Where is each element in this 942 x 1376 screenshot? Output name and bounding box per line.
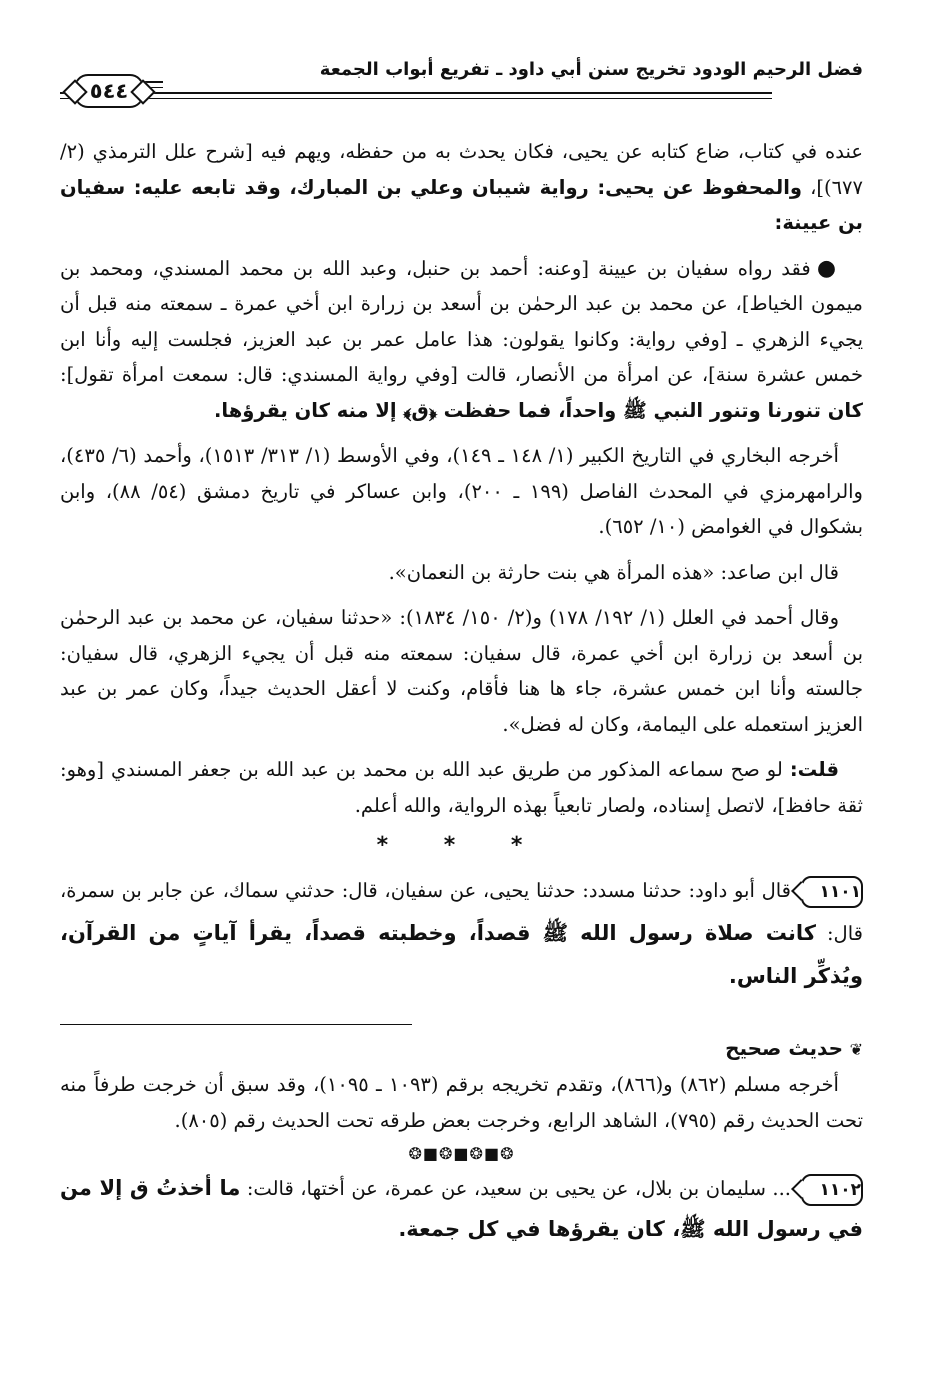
- book-page: [60, 52, 863, 1268]
- hadith-grade-label: حديث صحيح: [725, 1036, 843, 1060]
- bullet-icon: ●: [816, 254, 839, 281]
- paragraph-6-bold: قلت:: [789, 758, 839, 781]
- paragraph-6: [60, 752, 863, 823]
- hadith-1102: [60, 1168, 863, 1250]
- hadith-1102-bold: ما أخذتُ ق إلا من في رسول الله ﷺ، كان يقرؤها في كل جمعة.: [60, 1176, 863, 1241]
- footnote-separator: [60, 1024, 412, 1025]
- paragraph-2: [60, 251, 863, 429]
- header-double-rule: [60, 92, 772, 99]
- paragraph-7: أخرجه مسلم (٨٦٢) و(٨٦٦)، وتقدم تخريجه برقم (١٠٩٣ ـ ١٠٩٥)، وقد سبق أن خرجت طرفاً منه تحت الحديث رقم (٧٩٥)، الشاهد الرابع، وخرجت بعض طرقه تحت الحديث رقم (٨٠٥).: [60, 1073, 863, 1132]
- hadith-number-1101: ١١٠١: [801, 876, 863, 908]
- paragraph-1-bold: والمحفوظ عن يحيى: رواية شيبان وعلي بن المبارك، وقد تابعه عليه: سفيان بن عيينة:: [60, 175, 863, 234]
- hadith-1101-text: قال أبو داود: حدثنا مسدد: حدثنا يحيى، عن سفيان، قال: حدثني سماك، عن جابر بن سمرة، قال:: [60, 879, 863, 945]
- paragraph-4: قال ابن صاعد: «هذه المرأة هي بنت حارثة بن النعمان».: [388, 560, 839, 584]
- paragraph-3: أخرجه البخاري في التاريخ الكبير (١/ ١٤٨ ـ ١٤٩)، وفي الأوسط (١/ ٣١٣/ ١٥١٣)، وأحمد (٦/ ٤٣٥)، والرامهرمزي في المحدث الفاصل (١٩٩ ـ ٢٠٠)، وابن عساكر في تاريخ دمشق (٥٤/ ٨٨)، وابن بشكوال في الغوامض (١٠/ ٦٥٢).: [60, 444, 863, 538]
- paragraph-6-text: لو صح سماعه المذكور من طريق عبد الله بن محمد بن عبد الله بن جعفر المسندي [وهو: ثقة حافظ]، لاتصل إسناده، ولصار تابعياً بهذه الرواية، والله أعلم.: [60, 758, 863, 817]
- hadith-number-1102: ١١٠٢: [801, 1174, 863, 1206]
- hadith-grade: [60, 1033, 863, 1065]
- paragraph-2-text: فقد رواه سفيان بن عيينة [وعنه: أحمد بن حنبل، وعبد الله بن محمد المسندي، ومحمد بن ميمون الخياط]، عن محمد بن عبد الرحمٰن بن أسعد بن زرارة ابن أخي عمرة ـ سمعته منه قبل أن يجيء الزهري ـ [وفي رواية: وكانوا يقولون: هذا عامل عمر بن عبد العزيز، فجلست إليه وأنا ابن خمس عشرة سنة]، عن امرأة من الأنصار، قالت [وفي رواية المسندي: قال: سمعت امرأة تقول]:: [60, 256, 863, 386]
- hadith-1101: [60, 869, 863, 998]
- ornament-divider: ❂■❂■❂■❂: [408, 1144, 515, 1163]
- paragraph-2-bold: كان تنورنا وتنور النبي ﷺ واحداً، فما حفظت ﴿ق﴾ إلا منه كان يقرؤها.: [213, 398, 863, 422]
- page-number: ٥٤٤: [74, 74, 144, 108]
- paragraph-5: وقال أحمد في العلل (١/ ١٩٢/ ١٧٨) و(٢/ ١٥٠/ ١٨٣٤): «حدثنا سفيان، عن محمد بن عبد الرحمٰن بن أسعد بن زرارة ابن أخي عمرة، قال سفيان: سمعته منه قبل أن يجيء الزهري، قال سفيان: جالسته وأنا ابن خمس عشرة، جاء ها هنا فأقام، وكنت لا أعقل الحديث جيداً، وكان عمر بن عبد العزيز استعمله على اليمامة، وكان له فضل».: [60, 606, 863, 736]
- paragraph-1-text: عنده في كتاب، ضاع كتابه عن يحيى، فكان يحدث به من حفظه، ويهم فيه [شرح علل الترمذي (٢/ ٦٧٧)]،: [60, 140, 863, 199]
- page-number-frame: [60, 70, 152, 110]
- hadith-1102-text: ... سليمان بن بلال، عن يحيى بن سعيد، عن عمرة، عن أختها، قالت:: [240, 1177, 791, 1200]
- leaf-icon: ❦: [849, 1040, 863, 1059]
- running-header: [60, 52, 863, 106]
- paragraph-1: [60, 134, 863, 241]
- hadith-1101-bold: كانت صلاة رسول الله ﷺ قصداً، وخطبته قصداً، يقرأ آياتٍ من القرآن، ويُذكِّر الناس.: [60, 921, 863, 988]
- header-title: فضل الرحيم الودود تخريج سنن أبي داود ـ تفريع أبواب الجمعة: [319, 59, 863, 80]
- section-stars: * * *: [376, 833, 547, 858]
